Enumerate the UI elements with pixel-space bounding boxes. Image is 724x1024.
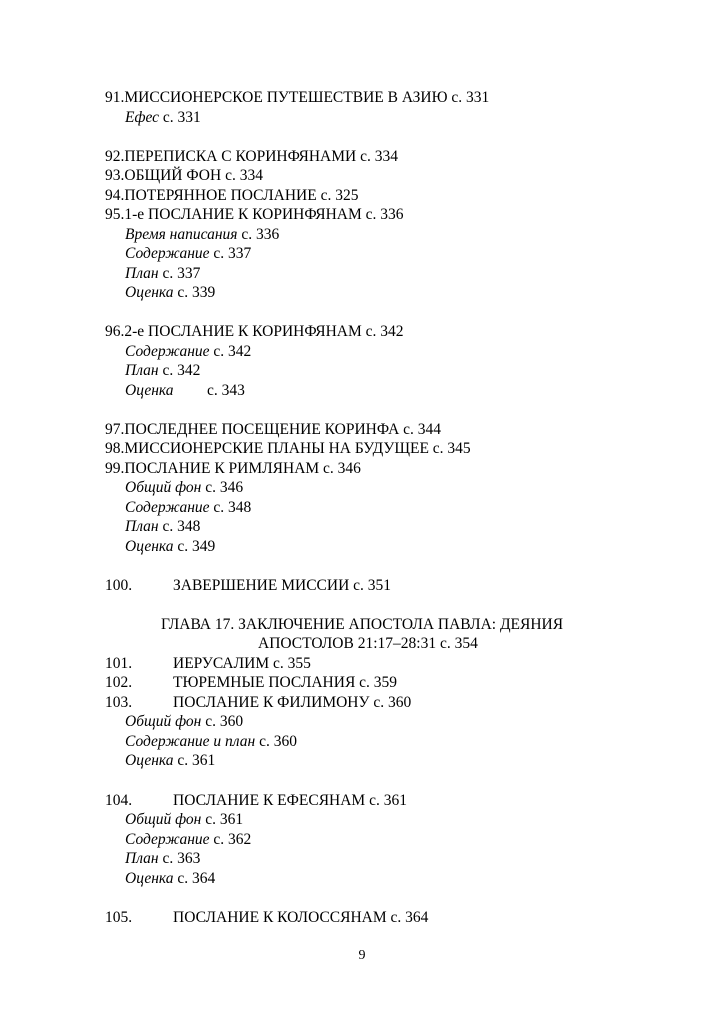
toc-subentry (125, 498, 251, 517)
chapter-heading-line-2: АПОСТОЛОВ 21:17–28:31 с. 354 (258, 635, 478, 652)
toc-subentry (125, 244, 251, 263)
entry-page: с. 351 (349, 577, 392, 594)
entry-number: 97. (105, 421, 125, 438)
toc-subentry (125, 381, 245, 400)
subentry-page: с. 346 (201, 479, 244, 496)
subentry-page: с. 348 (158, 518, 201, 535)
subentry-page: с. 337 (209, 245, 252, 262)
entry-title: 1-е ПОСЛАНИЕ К КОРИНФЯНАМ (124, 206, 362, 223)
toc-subentry (125, 732, 297, 751)
entry-page: с. 344 (399, 421, 442, 438)
entry-title: ПОСЛАНИЕ К КОЛОССЯНАМ (173, 909, 387, 926)
toc-subentry (125, 849, 200, 868)
entry-number: 104. (105, 792, 133, 809)
subentry-title: План (125, 265, 159, 282)
toc-subentry (125, 342, 251, 361)
entry-number: 98. (105, 440, 125, 457)
subentry-title: План (125, 850, 159, 867)
subentry-page: с. 361 (173, 752, 216, 769)
subentry-title: Содержание (125, 245, 210, 262)
toc-entry-104 (105, 791, 407, 810)
page-number: 9 (358, 948, 366, 963)
toc-entry-105 (105, 908, 428, 927)
entry-title: ПОСЛАНИЕ К ЕФЕСЯНАМ (173, 792, 366, 809)
entry-title: ПОТЕРЯННОЕ ПОСЛАНИЕ (124, 187, 317, 204)
entry-title: МИССИОНЕРСКОЕ ПУТЕШЕСТВИЕ В АЗИЮ (124, 89, 448, 106)
toc-entry-93 (105, 166, 263, 185)
toc-subentry (125, 751, 215, 770)
entry-number: 99. (105, 460, 125, 477)
entry-page: с. 331 (447, 89, 490, 106)
toc-entry-97 (105, 420, 441, 439)
subentry-title: План (125, 362, 159, 379)
toc-subentry (125, 225, 279, 244)
toc-entry-103 (105, 693, 411, 712)
subentry-page: с. 339 (173, 284, 216, 301)
entry-number: 103. (105, 694, 133, 711)
subentry-page: с. 342 (158, 362, 201, 379)
subentry-title: Общий фон (125, 479, 202, 496)
subentry-page: с. 360 (255, 733, 297, 750)
subentry-page: с. 331 (159, 109, 201, 126)
toc-subentry (125, 869, 215, 888)
toc-subentry (125, 108, 201, 127)
subentry-page: с. 360 (201, 713, 244, 730)
subentry-page: с. 337 (158, 265, 201, 282)
entry-number: 95. (105, 206, 125, 223)
entry-number: 100. (105, 577, 133, 594)
subentry-page: с. 336 (237, 226, 280, 243)
entry-title: ЗАВЕРШЕНИЕ МИССИИ (173, 577, 350, 594)
entry-title: 2-е ПОСЛАНИЕ К КОРИНФЯНАМ (124, 323, 362, 340)
subentry-title: Ефес (125, 109, 160, 126)
toc-entry-102 (105, 673, 397, 692)
chapter-heading-line-1: ГЛАВА 17. ЗАКЛЮЧЕНИЕ АПОСТОЛА ПАВЛА: ДЕЯНИЯ (160, 616, 564, 633)
entry-page: с. 342 (361, 323, 404, 340)
subentry-page: с. 348 (209, 499, 252, 516)
subentry-title: Содержание (125, 343, 210, 360)
entry-page: с. 345 (428, 440, 471, 457)
entry-page: с. 325 (316, 187, 359, 204)
subentry-page: с. 349 (173, 538, 216, 555)
subentry-title: Время написания (125, 226, 238, 243)
entry-number: 92. (105, 148, 125, 165)
subentry-page: с. 361 (201, 811, 244, 828)
toc-subentry (125, 283, 215, 302)
subentry-title: Оценка (125, 538, 174, 555)
toc-entry-98 (105, 439, 471, 458)
toc-subentry (125, 517, 200, 536)
toc-subentry (125, 361, 200, 380)
entry-page: с. 360 (369, 694, 412, 711)
subentry-title: Содержание (125, 831, 210, 848)
toc-entry-91 (105, 88, 489, 107)
toc-entry-101 (105, 654, 311, 673)
subentry-title: Общий фон (125, 811, 202, 828)
entry-title: ОБЩИЙ ФОН (124, 167, 222, 184)
toc-entry-92 (105, 147, 398, 166)
entry-number: 101. (105, 655, 133, 672)
toc-subentry (125, 264, 200, 283)
subentry-page: с. 364 (173, 870, 216, 887)
toc-subentry (125, 810, 243, 829)
entry-page: с. 364 (386, 909, 429, 926)
subentry-title: Оценка (125, 752, 174, 769)
entry-title: МИССИОНЕРСКИЕ ПЛАНЫ НА БУДУЩЕЕ (124, 440, 429, 457)
subentry-title: План (125, 518, 159, 535)
subentry-page: с. 362 (209, 831, 252, 848)
entry-page: с. 346 (319, 460, 361, 477)
subentry-page: с. 363 (158, 850, 201, 867)
toc-subentry (125, 712, 243, 731)
toc-subentry (125, 537, 215, 556)
entry-number: 105. (105, 909, 133, 926)
entry-number: 94. (105, 187, 125, 204)
subentry-title: Оценка (125, 382, 174, 399)
entry-number: 96. (105, 323, 125, 340)
subentry-page: с. 343 (207, 382, 245, 399)
toc-entry-96 (105, 322, 404, 341)
subentry-title: Оценка (125, 284, 174, 301)
entry-number: 91. (105, 89, 125, 106)
entry-title: ТЮРЕМНЫЕ ПОСЛАНИЯ (173, 674, 356, 691)
entry-title: ПОСЛАНИЕ К ФИЛИМОНУ (173, 694, 370, 711)
entry-title: ПОСЛАНИЕ К РИМЛЯНАМ (124, 460, 320, 477)
entry-page: с. 359 (355, 674, 398, 691)
subentry-title: Содержание и план (125, 733, 256, 750)
entry-page: с. 336 (361, 206, 404, 223)
toc-subentry (125, 830, 251, 849)
entry-title: ПЕРЕПИСКА С КОРИНФЯНАМИ (124, 148, 357, 165)
entry-title: ПОСЛЕДНЕЕ ПОСЕЩЕНИЕ КОРИНФА (124, 421, 400, 438)
toc-entry-95 (105, 205, 404, 224)
entry-title: ИЕРУСАЛИМ (173, 655, 270, 672)
entry-number: 102. (105, 674, 133, 691)
entry-page: с. 334 (356, 148, 398, 165)
subentry-page: с. 342 (209, 343, 252, 360)
entry-page: с. 361 (365, 792, 407, 809)
toc-entry-99 (105, 459, 361, 478)
toc-entry-94 (105, 186, 358, 205)
subentry-title: Оценка (125, 870, 174, 887)
entry-page: с. 334 (221, 167, 263, 184)
subentry-title: Содержание (125, 499, 210, 516)
toc-entry-100 (105, 576, 391, 595)
toc-subentry (125, 478, 243, 497)
entry-number: 93. (105, 167, 125, 184)
entry-page: с. 355 (269, 655, 311, 672)
subentry-title: Общий фон (125, 713, 202, 730)
